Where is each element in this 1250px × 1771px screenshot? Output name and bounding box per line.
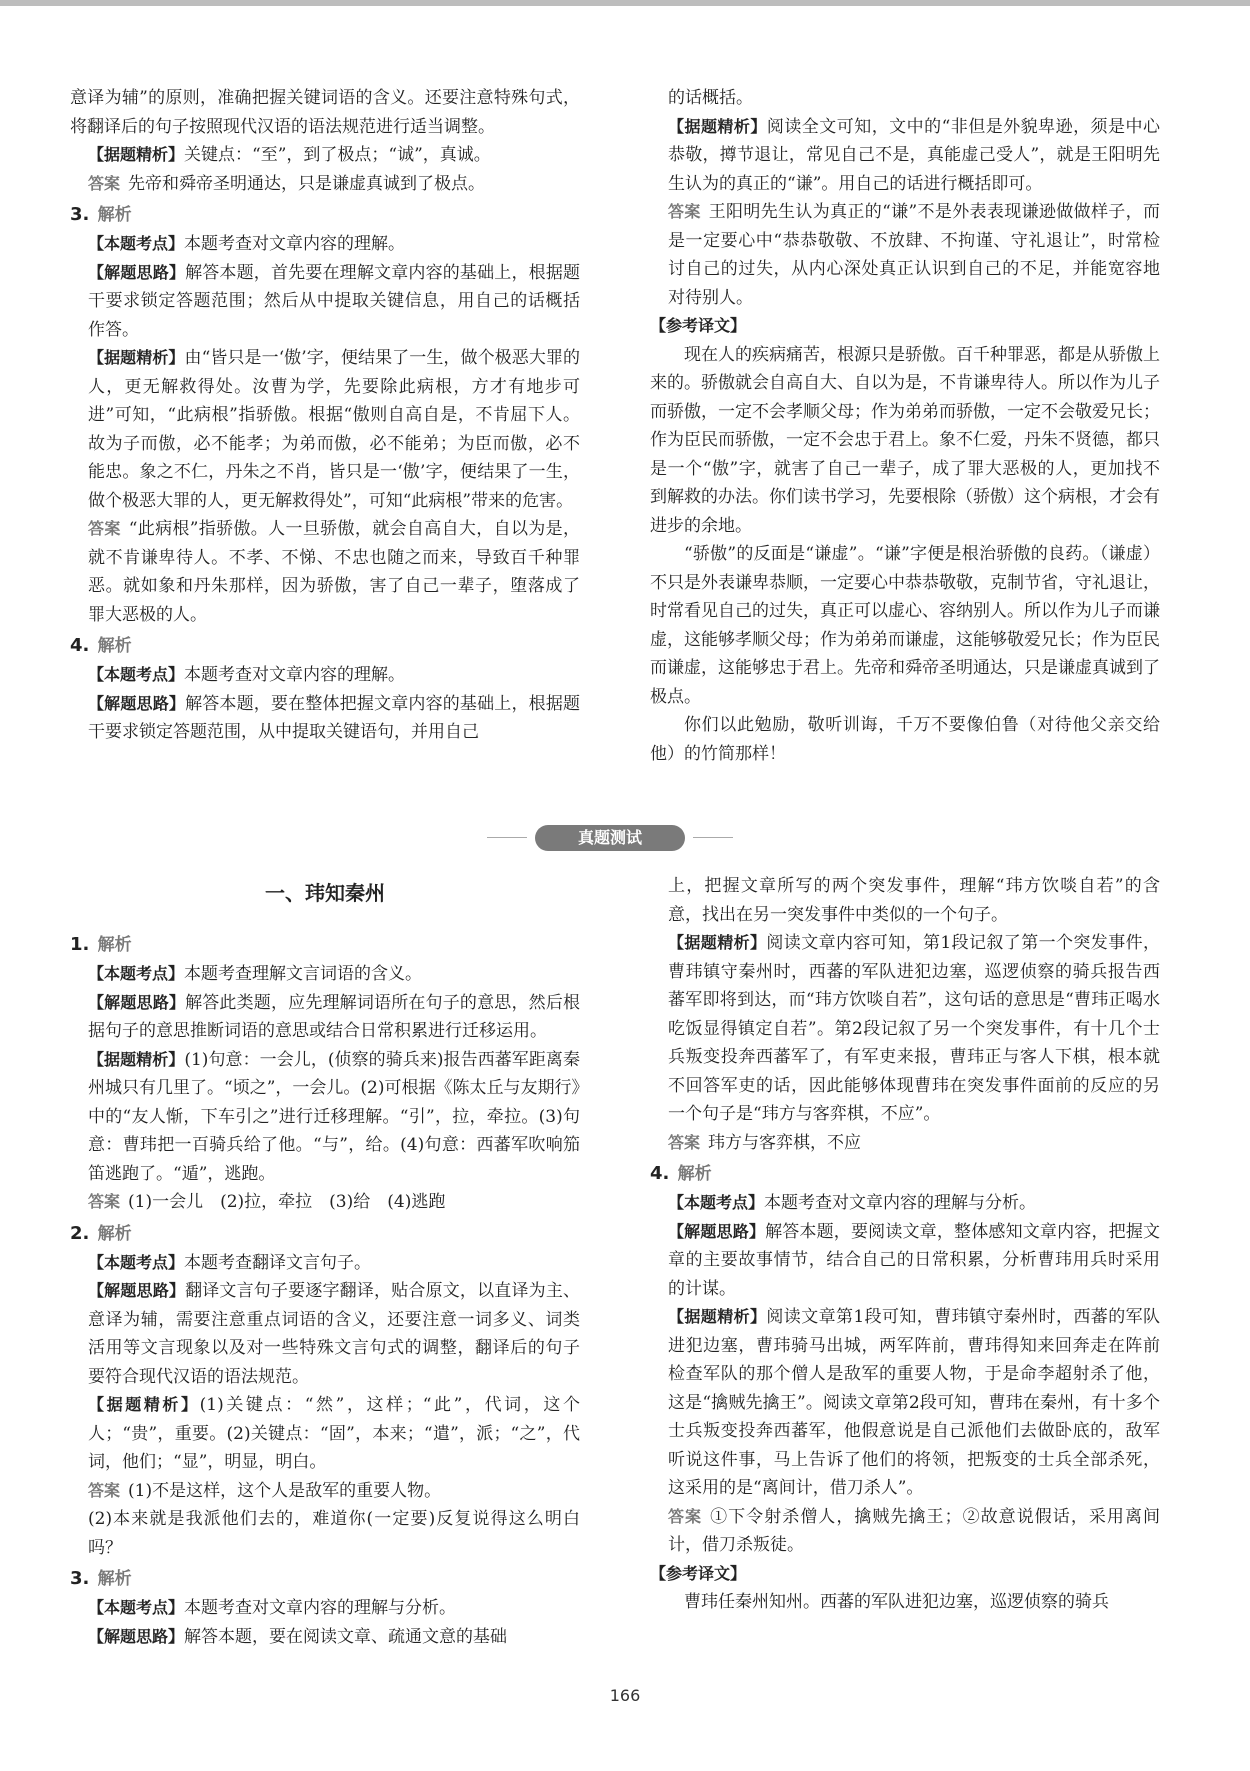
label-kaodian: 【本题考点】: [88, 665, 185, 684]
top-border: [0, 0, 1250, 6]
answer-text: (1)一会儿 (2)拉，牵拉 (3)给 (4)逃跑: [128, 1192, 446, 1212]
answer-text: 玮方与客弈棋，不应: [708, 1132, 862, 1153]
label-silu: 【解题思路】: [88, 1626, 185, 1646]
text: 本题考查对文章内容的理解。: [184, 665, 406, 685]
label-jingxi: 【据题精析】: [88, 145, 185, 164]
translation-paragraph: “骄傲”的反面是“谦虚”。“谦”字便是根治骄傲的良药。（谦虚）不只是外表谦卑恭顺，一定要心中恭恭敬敬，克制节省，守礼退让，时常看见自己的过失，真正可以虚心、容纳别人。所以作为儿子而谦虚，这能够孝顺父母；作为弟弟而谦虚，这能够敬爱兄长；作为臣民而谦虚，这能够忠于君上。先帝和舜帝圣明通达，只是谦虚真诚到了极点。: [650, 544, 1160, 707]
label-jiexi: 解析: [97, 1569, 132, 1589]
label-answer: 答案: [88, 173, 121, 193]
text: 阅读文章内容可知，第1段记叙了第一个突发事件，曹玮镇守秦州时，西蕃的军队进犯边塞，巡逻侦察的骑兵报告西蕃军即将到达，而“玮方饮啖自若”，这句话的意思是“曹玮正喝水吃饭显得镇定自若”。第2段记叙了另一个突发事件，有十几个士兵叛变投奔西蕃军了，有军吏来报，曹玮正与客人下棋，根本就不回答军吏的话，因此能够体现曹玮在突发事件面前的反应的另一个句子是“玮方与客弈棋，不应”。: [668, 933, 1160, 1124]
label-kaodian: 【本题考点】: [88, 234, 185, 253]
text: 本题考查理解文言词语的含义。: [184, 964, 423, 984]
label-jiexi: 解析: [97, 205, 132, 225]
translation-paragraph: 现在人的疾病痛苦，根源只是骄傲。百千种罪恶，都是从骄傲上来的。骄傲就会自高自大、自以为是，不肯谦卑待人。所以作为儿子而骄傲，一定不会孝顺父母；作为弟弟而骄傲，一定不会敬爱兄长；作为臣民而骄傲，一定不会忠于君上。象不仁爱，丹朱不贤德，都只是一个“傲”字，就害了自己一辈子，成了罪大恶极的人，更加找不到解救的办法。你们读书学习，先要根除（骄傲）这个病根，才会有进步的余地。: [650, 344, 1160, 536]
answer-text: ①下令射杀僧人，擒贼先擒王；②故意说假话，采用离间计，借刀杀叛徒。: [668, 1506, 1160, 1555]
label-jiexi: 解析: [97, 1223, 132, 1244]
text: 本题考查对文章内容的理解与分析。: [764, 1193, 1037, 1213]
section-banner: 真题测试: [535, 825, 685, 851]
label-jingxi: 【据题精析】: [88, 1049, 185, 1069]
paragraph: 意译为辅”的原则，准确把握关键词语的含义。还要注意特殊句式，将翻译后的句子按照现代汉语的语法规范进行适当调整。: [70, 88, 580, 137]
label-answer: 答案: [668, 1132, 701, 1152]
section-title: 一、玮知秦州: [265, 881, 385, 905]
paragraph: 上，把握文章所写的两个突发事件，理解“玮方饮啖自若”的含意，找出在另一突发事件中类似的一个句子。: [668, 876, 1160, 925]
label-yiwen: 【参考译文】: [650, 1563, 747, 1583]
text: 本题考查翻译文言句子。: [184, 1252, 372, 1273]
question-number: 1.: [70, 934, 90, 955]
label-silu: 【解题思路】: [88, 262, 186, 282]
answer-text: (2)本来就是我派他们去的，难道你(一定要)反复说得这么明白吗？: [88, 1509, 580, 1558]
bottom-right-column: [650, 872, 1160, 1617]
question-number: 4.: [650, 1163, 670, 1184]
text: 阅读文章第1段可知，曹玮镇守秦州时，西蕃的军队进犯边塞，曹玮骑马出城，两军阵前，曹玮得知来回奔走在阵前检查军队的那个僧人是敌军的重要人物，于是命李超射杀了他，这是“擒贼先擒王”。阅读文章第2段可知，曹玮在秦州，有十多个士兵叛变投奔西蕃军，他假意说是自己派他们去做卧底的，敌军听说这件事，马上告诉了他们的将领，把叛变的士兵全部杀死，这采用的是“离间计，借刀杀人”。: [668, 1307, 1160, 1498]
answer-text: 先帝和舜帝圣明通达，只是谦虚真诚到了极点。: [128, 173, 486, 194]
label-kaodian: 【本题考点】: [88, 1598, 185, 1617]
text: (1)关键点：“然”，这样；“此”，代词，这个人；“贵”，重要。(2)关键点：“固”，本来；“遣”，派；“之”，代词，他们；“显”，明显，明白。: [88, 1395, 580, 1472]
text: 解答本题，要阅读文章，整体感知文章内容，把握文章的主要故事情节，结合自己的日常积累，分析曹玮用兵时采用的计谋。: [668, 1221, 1160, 1299]
label-answer: 答案: [88, 1192, 121, 1211]
text: 翻译文言句子要逐字翻译，贴合原文，以直译为主、意译为辅，需要注意重点词语的含义，还要注意一词多义、词类活用等文言现象以及对一些特殊文言句式的调整，翻译后的句子要符合现代汉语的语法规范。: [88, 1281, 580, 1387]
label-kaodian: 【本题考点】: [668, 1193, 765, 1212]
label-silu: 【解题思路】: [668, 1221, 766, 1241]
label-jingxi: 【据题精析】: [88, 348, 185, 367]
label-silu: 【解题思路】: [88, 1281, 186, 1300]
label-answer: 答案: [668, 1506, 703, 1526]
label-jiexi: 解析: [97, 935, 132, 955]
translation-paragraph: 你们以此勉励，敬听训诲，千万不要像伯鲁（对待他父亲交给他）的竹简那样！: [650, 715, 1160, 764]
label-kaodian: 【本题考点】: [88, 964, 185, 983]
label-yiwen: 【参考译文】: [650, 316, 747, 335]
label-jingxi: 【据题精析】: [668, 116, 767, 136]
label-silu: 【解题思路】: [88, 992, 186, 1012]
question-number: 3.: [70, 204, 90, 225]
label-jingxi: 【据题精析】: [88, 1395, 200, 1414]
text: 解答本题，要在整体把握文章内容的基础上，根据题干要求锁定答题范围，从中提取关键语句，并用自己: [88, 693, 580, 742]
translation-paragraph: 曹玮任秦州知州。西蕃的军队进犯边塞，巡逻侦察的骑兵: [684, 1592, 1109, 1612]
bottom-left-column: [70, 928, 580, 1651]
answer-text: (1)不是这样，这个人是敌军的重要人物。: [128, 1480, 442, 1501]
label-jingxi: 【据题精析】: [668, 1307, 767, 1326]
label-silu: 【解题思路】: [88, 693, 186, 713]
top-left-column: [70, 84, 580, 747]
page-number: 166: [609, 1686, 641, 1705]
answer-text: “此病根”指骄傲。人一旦骄傲，就会自高自大，自以为是，就不肯谦卑待人。不孝、不悌、不忠也随之而来，导致百千种罪恶。就如象和丹朱那样，因为骄傲，害了自己一辈子，堕落成了罪大恶极的人。: [88, 519, 580, 625]
text: 解答本题，要在阅读文章、疏通文意的基础: [184, 1626, 508, 1647]
label-jiexi: 解析: [677, 1164, 712, 1184]
question-number: 3.: [70, 1568, 90, 1589]
label-answer: 答案: [88, 519, 121, 538]
label-jiexi: 解析: [97, 636, 132, 656]
text: 关键点：“至”，到了极点；“诚”，真诚。: [184, 145, 491, 165]
text: 本题考查对文章内容的理解与分析。: [184, 1598, 457, 1618]
text: 解答此类题，应先理解词语所在句子的意思，然后根据句子的意思推断词语的意思或结合日常积累进行迁移运用。: [88, 992, 580, 1041]
label-jingxi: 【据题精析】: [668, 933, 767, 952]
top-right-column: [650, 84, 1160, 768]
text: 解答本题，首先要在理解文章内容的基础上，根据题干要求锁定答题范围；然后从中提取关键信息，用自己的话概括作答。: [88, 262, 580, 340]
paragraph: 的话概括。: [668, 88, 753, 108]
text: 阅读全文可知，文中的“非但是外貌卑逊，须是中心恭敬，撙节退让，常见自己不是，真能虚己受人”，就是王阳明先生认为的真正的“谦”。用自己的话进行概括即可。: [668, 116, 1160, 194]
text: 本题考查对文章内容的理解。: [184, 234, 406, 254]
text: 由“皆只是一‘傲’字，便结果了一生，做个极恶大罪的人，更无解救得处。汝曹为学，先要除此病根，方才有地步可进”可知，“此病根”指骄傲。根据“傲则自高自是，不肯屈下人。故为子而傲，必不能孝；为弟而傲，必不能弟；为臣而傲，必不能忠。象之不仁，丹朱之不肖，皆只是一‘傲’字，便结果了一生，做个极恶大罪的人，更无解救得处”，可知“此病根”带来的危害。: [88, 348, 580, 511]
label-answer: 答案: [88, 1480, 121, 1500]
question-number: 4.: [70, 635, 90, 656]
label-answer: 答案: [668, 202, 701, 221]
answer-text: 王阳明先生认为真正的“谦”不是外表表现谦逊做做样子，而是一定要心中“恭恭敬敬、不放肆、不拘谨、守礼退让”，时常检讨自己的过失，从内心深处真正认识到自己的不足，并能宽容地对待别人。: [668, 202, 1160, 308]
question-number: 2.: [70, 1222, 90, 1244]
text: (1)句意：一会儿，(侦察的骑兵来)报告西蕃军距离秦州城只有几里了。“顷之”，一会儿。(2)可根据《陈太丘与友期行》中的“友人惭，下车引之”进行迁移理解。“引”，拉，牵拉。(3)句意：曹玮把一百骑兵给了他。“与”，给。(4)句意：西蕃军吹响笳笛逃跑了。“遁”，逃跑。: [88, 1049, 580, 1184]
label-kaodian: 【本题考点】: [88, 1252, 185, 1272]
